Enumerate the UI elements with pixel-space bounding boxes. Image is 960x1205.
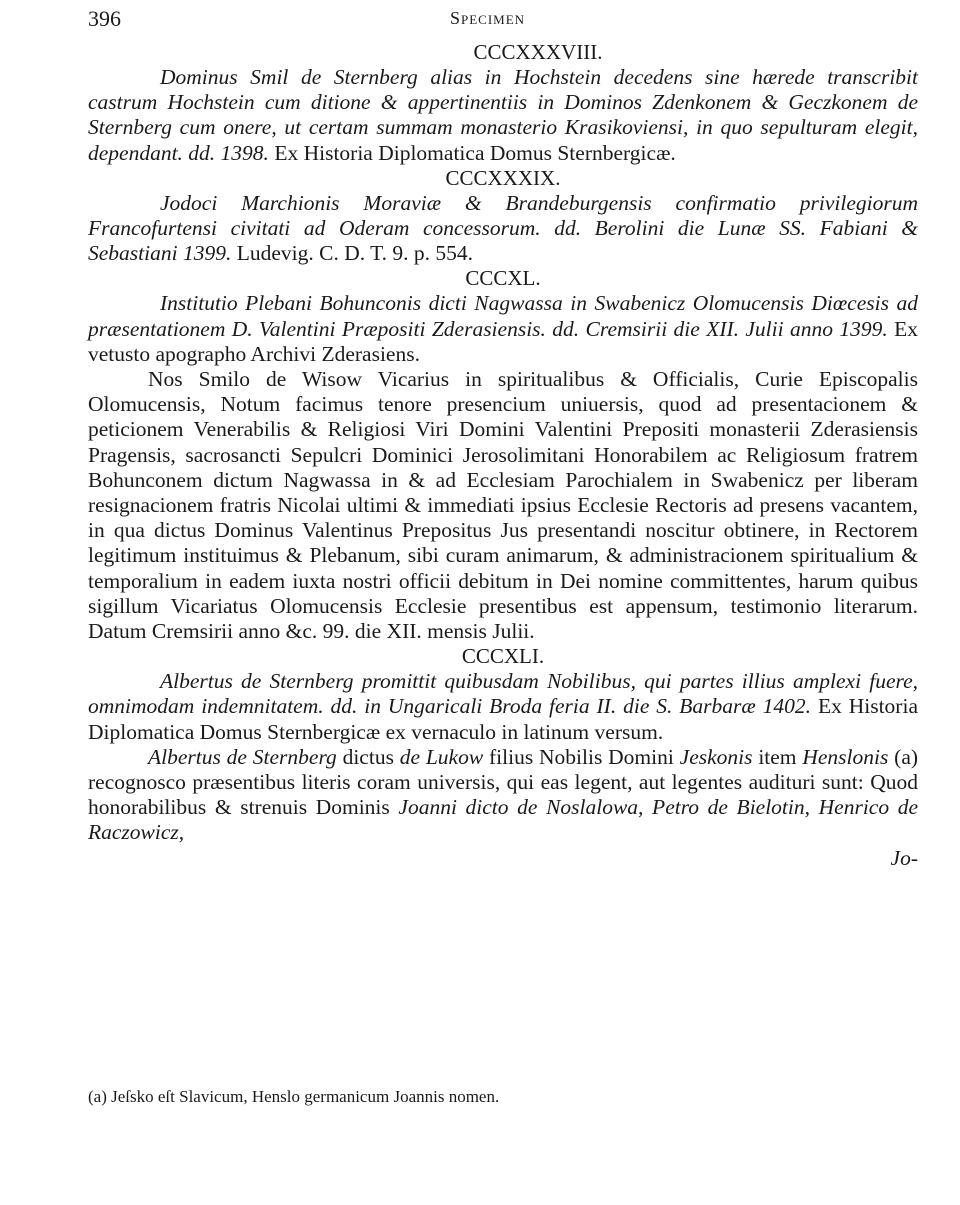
catchword: Jo- — [890, 845, 918, 870]
section-heading: CCCXXXIX. — [445, 165, 561, 190]
footnote: (a) Jeſsko eſt Slavicum, Henslo germanicum Joannis nomen. — [88, 1087, 500, 1106]
body-text — [88, 40, 918, 871]
section-heading: CCCXLI. — [461, 644, 545, 669]
regest: Jodoci Marchionis Moraviæ & Brandeburgensis confirmatio privilegiorum Francofurtensi civitati ad Oderam concessorum. dd. Berolini die Lunæ SS. Fabiani & Sebastiani 1399. Ludevig. C. D. T. 9. p. 554. — [88, 190, 918, 266]
regest: Institutio Plebani Bohunconis dicti Nagwassa in Swabenicz Olomucensis Diœcesis ad præsentationem D. Valentini Præpositi Zderasiensis. dd. Cremsirii die XII. Julii anno 1399. Ex vetusto apographo Archivi Zderasiens. — [88, 291, 919, 366]
source-note: Ex Historia Diplomatica Domus Sternbergicæ. — [274, 140, 676, 165]
regest: Dominus Smil de Sternberg alias in Hochstein decedens sine hærede transcribit castrum Hochstein cum ditione & appertinentiis in Dominos Zdenkonem & Geczkonem de Sternberg cum onere, ut certam summam monasterio Krasikoviensi, in quo sepulturam elegit, dependant. dd. 1398. Ex Historia Diplomatica Domus Sternbergicæ. — [88, 65, 918, 165]
charter-text: Albertus de Sternberg dictus de Lukow filius Nobilis Domini Jeskonis item Henslonis (a) recognosco præsentibus literis coram universis, qui eas legent, aut legentes audituri sunt: Quod honorabilibus & strenuis Dominis Joanni dicto de Noslalowa, Petro de Bielotin, Henrico de Raczowicz, — [88, 744, 919, 845]
charter-text: Nos Smilo de Wisow Vicarius in spiritualibus & Officialis, Curie Episcopalis Olomucensis, Notum facimus tenore presencium uniuersis, quod ad presentacionem & peticionem Venerabilis & Religiosi Viri Domini Valentini Prepositi monasterii Zderasiensis Pragensis, sacrosancti Sepulcri Dominici Jerosolimitani Honorabilem ac Religiosum fratrem Bohunconem dictum Nagwassa in & ad Ecclesiam Parochialem in Swabenicz per liberam resignacionem fratris Nicolai ultimi & immediati ipsius Ecclesie Rectoris ad presens vacantem, in qua dictus Dominus Valentinus Prepositus Jus presentandi noscitur obtinere, in Rectorem legitimum instituimus & Plebanum, sibi curam animarum, & administracionem spiritualium & temporalium in eadem iuxta nostri officii debitum in Dei nomine committentes, harum quibus sigillum Vicariatus Olomucensis Ecclesie presentibus est appensum, testimonio literarum. Datum Cremsirii anno &c. 99. die XII. mensis Julii. — [88, 367, 918, 644]
section-heading: CCCXXXVIII. — [473, 40, 603, 64]
source-note: Ex vetusto apographo Archivi Zderasiens. — [88, 316, 919, 366]
footnote-marker: (a) — [894, 744, 919, 769]
source-note: Ludevig. C. D. T. 9. p. 554. — [236, 241, 474, 266]
regest: Albertus de Sternberg promittit quibusdam Nobilibus, qui partes illius amplexi fuere, omnimodam indemnitatem. dd. in Ungaricali Broda feria II. die S. Barbaræ 1402. Ex Historia Diplomatica Domus Sternbergicæ ex vernaculo in latinum versum. — [88, 669, 918, 744]
running-title: Specimen — [450, 8, 526, 28]
source-note: Ex Historia Diplomatica Domus Sternbergicæ ex vernaculo in latinum versum. — [88, 694, 918, 744]
page-number: 396 — [88, 6, 121, 31]
running-head — [88, 6, 915, 30]
section-heading: CCCXL. — [465, 266, 541, 291]
